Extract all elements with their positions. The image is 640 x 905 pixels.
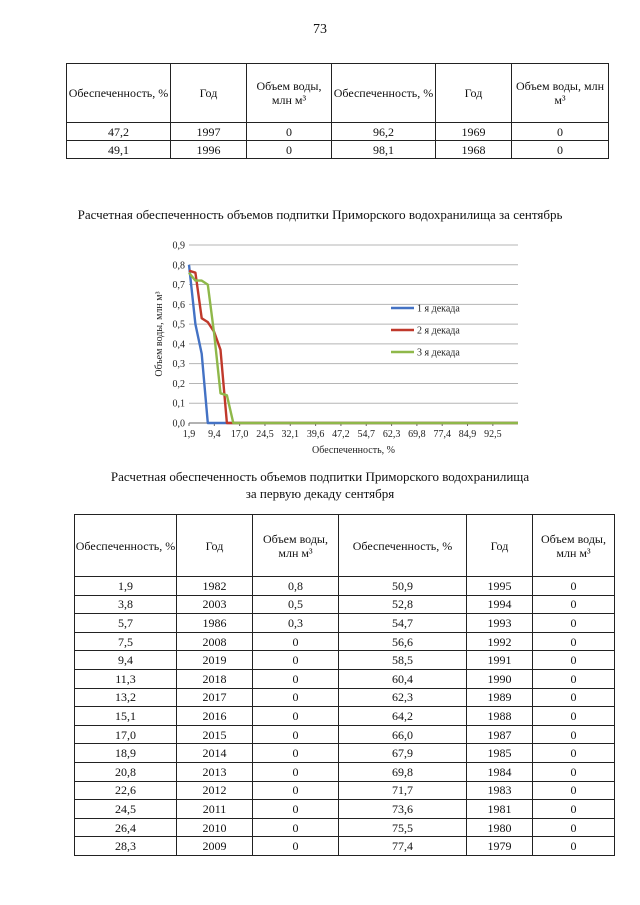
x-tick-label: 69,8	[408, 429, 426, 440]
x-axis-title: Обеспеченность, %	[312, 445, 395, 456]
table-cell: 77,4	[339, 837, 467, 856]
table-cell: 54,7	[339, 614, 467, 633]
table-cell: 2016	[177, 707, 253, 726]
x-tick-label: 32,1	[281, 429, 300, 440]
table-cell: 50,9	[339, 577, 467, 596]
table-row	[75, 707, 615, 726]
table-cell: 0	[253, 762, 339, 781]
table-cell: 28,3	[75, 837, 177, 856]
table-cell: 2019	[177, 651, 253, 670]
line-chart	[140, 235, 530, 463]
table-cell: 1997	[171, 123, 247, 141]
table-cell: 0	[253, 781, 339, 800]
table-cell: 0	[253, 707, 339, 726]
y-tick-label: 0,2	[172, 378, 185, 390]
table-cell: 0,8	[253, 577, 339, 596]
legend-label: 2 я декада	[417, 325, 460, 337]
table-row	[75, 688, 615, 707]
table-row	[67, 123, 609, 141]
table-cell: 2018	[177, 669, 253, 688]
table-cell: 5,7	[75, 614, 177, 633]
table-cell: 0	[533, 614, 615, 633]
y-tick-label: 0,4	[172, 339, 185, 351]
table-cell: 60,4	[339, 669, 467, 688]
table-cell: 0	[253, 688, 339, 707]
header-cell: Объем воды, млн м³	[533, 515, 615, 577]
table-cell: 0	[253, 818, 339, 837]
table-cell: 2012	[177, 781, 253, 800]
table-row	[75, 837, 615, 856]
table-row	[75, 614, 615, 633]
top-table	[66, 63, 609, 159]
table-cell: 1981	[467, 800, 533, 819]
table-cell: 1991	[467, 651, 533, 670]
table-row	[67, 141, 609, 159]
table-cell: 1994	[467, 595, 533, 614]
x-tick-label: 84,9	[458, 429, 477, 440]
table-cell: 1986	[177, 614, 253, 633]
page-number: 73	[313, 22, 327, 37]
table-cell: 0	[512, 123, 609, 141]
table-cell: 0	[533, 577, 615, 596]
series-line	[189, 271, 518, 423]
table-row	[75, 818, 615, 837]
table-cell: 71,7	[339, 781, 467, 800]
table-cell: 75,5	[339, 818, 467, 837]
table-cell: 0	[253, 725, 339, 744]
table-cell: 0	[533, 688, 615, 707]
table-cell: 0	[247, 141, 332, 159]
header-cell: Год	[436, 64, 512, 123]
table-cell: 0	[533, 800, 615, 819]
table-cell: 1987	[467, 725, 533, 744]
table-cell: 0	[253, 632, 339, 651]
table-cell: 67,9	[339, 744, 467, 763]
header-cell: Объем воды, млн м³	[512, 64, 609, 123]
table-cell: 3,8	[75, 595, 177, 614]
caption-line-2: за первую декаду сентября	[245, 486, 395, 501]
table-cell: 66,0	[339, 725, 467, 744]
table-cell: 2010	[177, 818, 253, 837]
header-cell: Объем воды, млн м³	[247, 64, 332, 123]
legend-label: 1 я декада	[417, 303, 460, 315]
table-cell: 1985	[467, 744, 533, 763]
table-cell: 98,1	[332, 141, 436, 159]
table-cell: 0	[253, 651, 339, 670]
table-cell: 1982	[177, 577, 253, 596]
x-tick-label: 24,5	[256, 429, 274, 440]
table-cell: 15,1	[75, 707, 177, 726]
x-tick-label: 39,6	[306, 429, 325, 440]
table-cell: 0	[253, 744, 339, 763]
table-cell: 2011	[177, 800, 253, 819]
table-cell: 0	[533, 837, 615, 856]
table-cell: 22,6	[75, 781, 177, 800]
table-cell: 1980	[467, 818, 533, 837]
table-cell: 1990	[467, 669, 533, 688]
table-cell: 47,2	[67, 123, 171, 141]
table-cell: 0	[533, 595, 615, 614]
table-cell: 0	[533, 632, 615, 651]
x-tick-label: 1,9	[182, 429, 196, 440]
table-cell: 1996	[171, 141, 247, 159]
table-caption	[0, 468, 640, 502]
x-tick-label: 17,0	[230, 429, 249, 440]
table-cell: 69,8	[339, 762, 467, 781]
table-cell: 0	[533, 744, 615, 763]
table-cell: 1988	[467, 707, 533, 726]
table-cell: 96,2	[332, 123, 436, 141]
x-tick-label: 92,5	[484, 429, 502, 440]
table-cell: 73,6	[339, 800, 467, 819]
table-cell: 17,0	[75, 725, 177, 744]
y-tick-label: 0,3	[172, 359, 185, 371]
table-cell: 2009	[177, 837, 253, 856]
table-row	[75, 744, 615, 763]
series-line	[189, 273, 518, 423]
table-cell: 11,3	[75, 669, 177, 688]
y-tick-label: 0,0	[172, 418, 185, 430]
table-cell: 2017	[177, 688, 253, 707]
table-cell: 0	[533, 762, 615, 781]
table-header-row	[75, 515, 615, 577]
table-cell: 0	[533, 818, 615, 837]
table-cell: 13,2	[75, 688, 177, 707]
top-table-body	[67, 123, 609, 159]
table-row	[75, 595, 615, 614]
table-cell: 2014	[177, 744, 253, 763]
table-header-row	[67, 64, 609, 123]
x-tick-label: 9,4	[208, 429, 221, 440]
table-cell: 1993	[467, 614, 533, 633]
legend-label: 3 я декада	[417, 347, 460, 359]
table-cell: 1995	[467, 577, 533, 596]
y-tick-label: 0,1	[172, 398, 185, 410]
bottom-table	[74, 514, 615, 856]
header-cell: Обеспеченность, %	[67, 64, 171, 123]
table-cell: 1983	[467, 781, 533, 800]
y-tick-label: 0,9	[172, 240, 185, 252]
table-cell: 1989	[467, 688, 533, 707]
x-tick-label: 54,7	[357, 429, 375, 440]
table-cell: 2008	[177, 632, 253, 651]
table-cell: 62,3	[339, 688, 467, 707]
table-cell: 0	[253, 800, 339, 819]
header-cell: Объем воды, млн м³	[253, 515, 339, 577]
chart-title: Расчетная обеспеченность объемов подпитки Приморского водохранилища за сентябрь	[77, 207, 563, 222]
table-cell: 0	[533, 651, 615, 670]
table-cell: 9,4	[75, 651, 177, 670]
y-tick-label: 0,6	[172, 299, 185, 311]
table-cell: 0	[512, 141, 609, 159]
table-cell: 0	[247, 123, 332, 141]
table-row	[75, 577, 615, 596]
table-cell: 1984	[467, 762, 533, 781]
table-cell: 26,4	[75, 818, 177, 837]
y-axis-title: Объем воды, млн м³	[154, 291, 165, 377]
table-row	[75, 651, 615, 670]
table-cell: 0	[533, 725, 615, 744]
x-tick-label: 62,3	[382, 429, 401, 440]
table-cell: 7,5	[75, 632, 177, 651]
table-cell: 56,6	[339, 632, 467, 651]
table-cell: 1,9	[75, 577, 177, 596]
table-cell: 2003	[177, 595, 253, 614]
table-row	[75, 762, 615, 781]
y-tick-label: 0,8	[172, 260, 185, 272]
table-cell: 0	[533, 669, 615, 688]
table-cell: 0,5	[253, 595, 339, 614]
table-row	[75, 800, 615, 819]
table-row	[75, 725, 615, 744]
table-cell: 1969	[436, 123, 512, 141]
bottom-table-body	[75, 577, 615, 856]
table-cell: 1992	[467, 632, 533, 651]
table-cell: 52,8	[339, 595, 467, 614]
header-cell: Год	[467, 515, 533, 577]
header-cell: Обеспеченность, %	[75, 515, 177, 577]
table-cell: 20,8	[75, 762, 177, 781]
table-cell: 18,9	[75, 744, 177, 763]
table-row	[75, 632, 615, 651]
header-cell: Год	[171, 64, 247, 123]
table-cell: 1968	[436, 141, 512, 159]
x-tick-label: 47,2	[332, 429, 350, 440]
table-cell: 0	[253, 837, 339, 856]
table-cell: 1979	[467, 837, 533, 856]
x-tick-label: 77,4	[433, 429, 451, 440]
table-cell: 0	[533, 707, 615, 726]
table-cell: 64,2	[339, 707, 467, 726]
table-cell: 2015	[177, 725, 253, 744]
table-cell: 0,3	[253, 614, 339, 633]
y-tick-label: 0,7	[172, 280, 185, 292]
y-tick-label: 0,5	[172, 319, 185, 331]
header-cell: Обеспеченность, %	[332, 64, 436, 123]
table-row	[75, 669, 615, 688]
header-cell: Обеспеченность, %	[339, 515, 467, 577]
table-cell: 49,1	[67, 141, 171, 159]
table-cell: 2013	[177, 762, 253, 781]
table-row	[75, 781, 615, 800]
table-cell: 24,5	[75, 800, 177, 819]
table-cell: 0	[253, 669, 339, 688]
caption-line-1: Расчетная обеспеченность объемов подпитки Приморского водохранилища	[110, 469, 530, 484]
table-cell: 58,5	[339, 651, 467, 670]
header-cell: Год	[177, 515, 253, 577]
table-cell: 0	[533, 781, 615, 800]
